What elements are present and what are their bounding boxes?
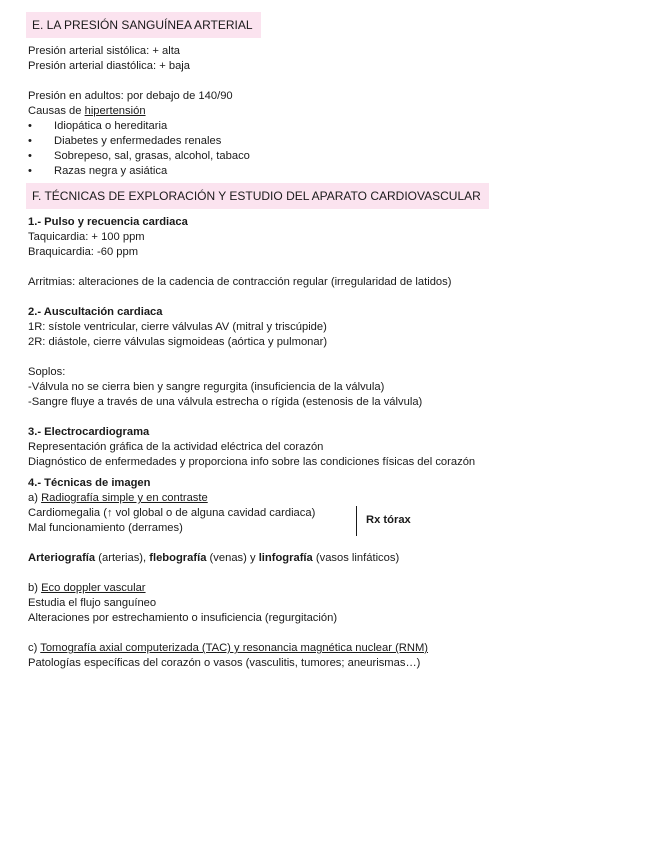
eco-doppler-title xyxy=(28,581,638,596)
diastolica-line: Presión arterial diastólica: + baja xyxy=(28,60,190,72)
cardiomegalia-line: Cardiomegalia (↑ vol global o de alguna cavidad cardiaca) xyxy=(28,507,316,519)
causas-list xyxy=(28,119,638,179)
ecg-heading: 3.- Electrocardiograma xyxy=(28,426,150,438)
eco-label: Eco doppler vascular xyxy=(41,582,146,594)
list-item: • Razas negra y asiática xyxy=(28,164,638,179)
eco-line-1: Estudia el flujo sanguíneo xyxy=(28,597,157,609)
imagen-heading: 4.- Técnicas de imagen xyxy=(28,477,151,489)
arteriografia-line xyxy=(28,551,638,566)
soplos-line: Soplos: xyxy=(28,366,66,378)
arteriografia-text: (arterias), xyxy=(95,552,150,564)
radiografia-title xyxy=(28,491,638,506)
tac-prefix: c) xyxy=(28,642,41,654)
pulso-heading: 1.- Pulso y recuencia cardiaca xyxy=(28,216,188,228)
rx-group xyxy=(28,506,638,536)
soplo1-line: -Válvula no se cierra bien y sangre regurgita (insuficiencia de la válvula) xyxy=(28,381,385,393)
eco-prefix: b) xyxy=(28,582,42,594)
document-page xyxy=(28,12,638,671)
auscultacion-heading: 2.- Auscultación cardiaca xyxy=(28,306,163,318)
list-item: • Sobrepeso, sal, grasas, alcohol, tabaco xyxy=(28,149,638,164)
tac-title xyxy=(28,641,638,656)
section-f-heading: F. TÉCNICAS DE EXPLORACIÓN Y ESTUDIO DEL APARATO CARDIOVASCULAR xyxy=(26,183,489,209)
adultos-line: Presión en adultos: por debajo de 140/90 xyxy=(28,90,233,102)
braquicardia-line: Braquicardia: -60 ppm xyxy=(28,246,139,258)
causas-prefix: Causas de xyxy=(28,105,85,117)
causas-term: hipertensión xyxy=(84,105,146,117)
list-item: • Idiopática o hereditaria xyxy=(28,119,638,134)
sistolica-line: Presión arterial sistólica: + alta xyxy=(28,45,181,57)
linfografia-term: linfografía xyxy=(258,552,313,564)
tac-line-1: Patologías específicas del corazón o vasos (vasculitis, tumores; aneurismas…) xyxy=(28,657,421,669)
list-item: • Diabetes y enfermedades renales xyxy=(28,134,638,149)
ecg-line-2: Diagnóstico de enfermedades y proporciona info sobre las condiciones físicas del corazón xyxy=(28,456,476,468)
ecg-line-1: Representación gráfica de la actividad eléctrica del corazón xyxy=(28,441,324,453)
arritmias-line: Arritmias: alteraciones de la cadencia de contracción regular (irregularidad de latidos) xyxy=(28,276,452,288)
mal-funcionamiento-line: Mal funcionamiento (derrames) xyxy=(28,522,183,534)
flebografia-term: flebografía xyxy=(149,552,207,564)
radiografia-label: Radiografía simple y en contraste xyxy=(41,492,208,504)
rx-torax-label: Rx tórax xyxy=(366,514,411,526)
arteriografia-term: Arteriografía xyxy=(28,552,96,564)
soplo2-line: -Sangre fluye a través de una válvula estrecha o rígida (estenosis de la válvula) xyxy=(28,396,423,408)
linfografia-text: (vasos linfáticos) xyxy=(312,552,400,564)
tac-label: Tomografía axial computerizada (TAC) y resonancia magnética nuclear (RNM) xyxy=(40,642,429,654)
radiografia-prefix: a) xyxy=(28,492,42,504)
section-e-heading: E. LA PRESIÓN SANGUÍNEA ARTERIAL xyxy=(26,12,261,38)
flebografia-text: (venas) y xyxy=(206,552,259,564)
rx-bracket xyxy=(356,506,357,536)
causas-line xyxy=(28,104,638,119)
r1-line: 1R: sístole ventricular, cierre válvulas AV (mitral y triscúpide) xyxy=(28,321,327,333)
r2-line: 2R: diástole, cierre válvulas sigmoideas (aórtica y pulmonar) xyxy=(28,336,328,348)
eco-line-2: Alteraciones por estrechamiento o insuficiencia (regurgitación) xyxy=(28,612,338,624)
taquicardia-line: Taquicardia: + 100 ppm xyxy=(28,231,145,243)
